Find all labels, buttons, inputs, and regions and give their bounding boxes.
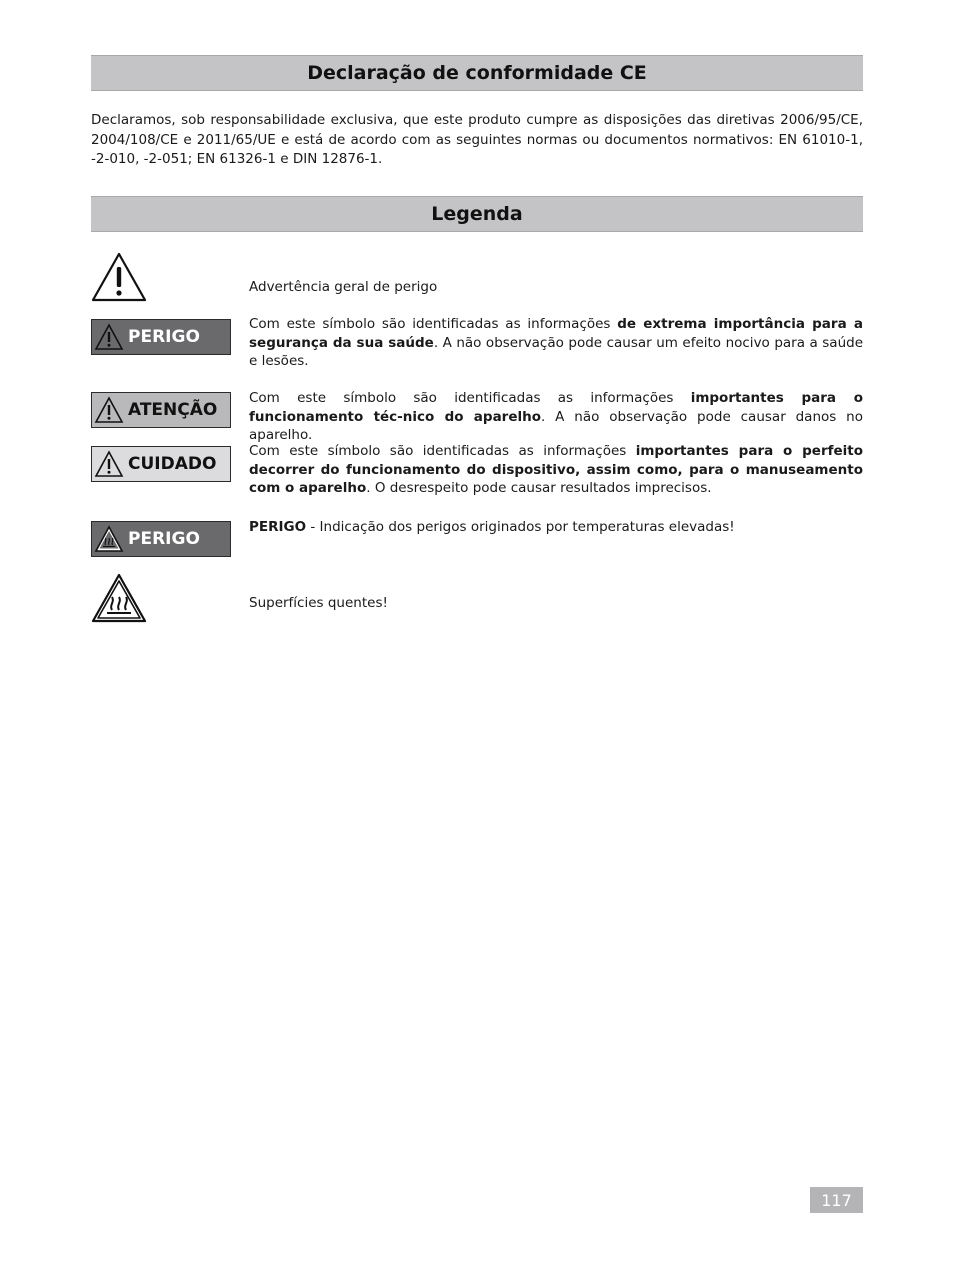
page-number: 117 [810,1187,863,1213]
warning-triangle-icon [92,447,126,481]
legend-item-perigo [91,316,863,369]
ce-declaration-header [91,55,863,91]
hot-surface-icon [91,573,147,623]
warning-triangle-icon [92,320,126,354]
cuidado-badge [91,446,231,482]
cuidado-text: Com este símbolo são identificadas as informações importantes para o perfeito decorrer do funcionamento do dispositivo, assim como, para o manuseamento com o aparelho. O desrespeito pode causar resultados imprecisos. [249,443,864,496]
legend-title: Legenda [431,203,523,225]
warning-triangle-icon [92,393,126,427]
legend-item-cuidado [91,443,864,502]
perigo-badge-label: PERIGO [128,327,200,347]
legend-item-atencao [91,390,863,443]
legend-item-perigo-hot [91,521,863,557]
atencao-badge-label: ATENÇÃO [128,400,218,420]
legend-item-general-warning [91,252,863,304]
hot-surface-text: Superfícies quentes! [249,595,388,611]
ce-declaration-text: Declaramos, sob responsabilidade exclusiva, que este produto cumpre as disposições das diretivas 2006/95/CE, 2004/108/CE e 2011/65/UE e está de acordo com as seguintes normas ou documentos normativos: EN 61010-1, -2-010, -2-051; EN 61326-1 e DIN 12876-1. [91,112,863,167]
hot-surface-icon [92,522,126,556]
legend-item-hot-surface [91,573,863,625]
warning-triangle-icon [91,252,147,302]
atencao-text: Com este símbolo são identificadas as informações importantes para o funcionamento téc-nico do aparelho. A não observação pode causar danos no aparelho. [249,390,863,443]
ce-declaration-title: Declaração de conformidade CE [307,62,647,84]
perigo-hot-badge [91,521,231,557]
perigo-hot-badge-label: PERIGO [128,529,200,549]
perigo-text: Com este símbolo são identificadas as informações de extrema importância para a segurança da sua saúde. A não observação pode causar um efeito nocivo para a saúde e lesões. [249,316,863,369]
perigo-hot-text: PERIGO - Indicação dos perigos originados por temperaturas elevadas! [249,519,735,535]
cuidado-badge-label: CUIDADO [128,454,217,474]
atencao-badge [91,392,231,428]
general-warning-text: Advertência geral de perigo [249,279,438,295]
perigo-badge [91,319,231,355]
legend-header [91,196,863,232]
